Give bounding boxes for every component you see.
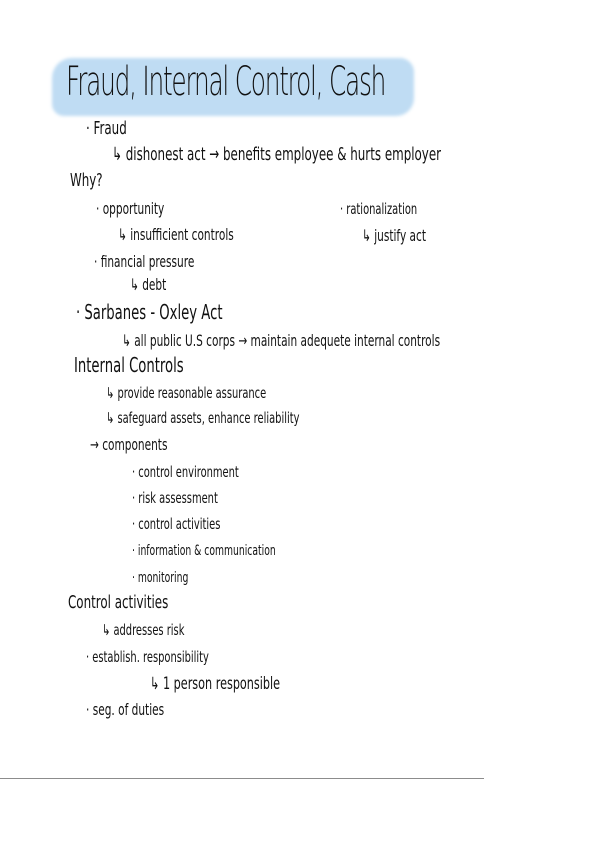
note-rationalization: · rationalization bbox=[340, 200, 418, 218]
note-justify-act: ↳ justify act bbox=[362, 226, 426, 245]
note-monitoring: · monitoring bbox=[132, 570, 189, 586]
note-sox-act: · Sarbanes - Oxley Act bbox=[76, 300, 223, 324]
note-sox-detail: ↳ all public U.S corps → maintain adequete internal controls bbox=[122, 331, 441, 350]
note-reasonable-assurance: ↳ provide reasonable assurance bbox=[106, 384, 267, 402]
note-why-heading: Why? bbox=[70, 170, 103, 191]
note-insufficient-controls: ↳ insufficient controls bbox=[118, 225, 234, 244]
note-components: → components bbox=[90, 435, 168, 454]
note-risk-assessment: · risk assessment bbox=[132, 489, 218, 507]
note-control-environment: · control environment bbox=[132, 463, 239, 481]
note-information-communication: · information & communication bbox=[132, 543, 276, 559]
page-divider bbox=[0, 778, 484, 779]
note-safeguard-assets: ↳ safeguard assets, enhance reliability bbox=[106, 409, 300, 427]
note-addresses-risk: ↳ addresses risk bbox=[102, 621, 185, 639]
note-fraud: · Fraud bbox=[86, 118, 127, 139]
page-title: Fraud, Internal Control, Cash bbox=[66, 59, 386, 105]
note-one-person-responsible: ↳ 1 person responsible bbox=[150, 674, 281, 694]
note-opportunity: · opportunity bbox=[96, 199, 165, 218]
note-control-activities: · control activities bbox=[132, 515, 221, 533]
note-seg-of-duties: · seg. of duties bbox=[86, 700, 165, 719]
note-establish-responsibility: · establish. responsibility bbox=[86, 648, 209, 666]
note-control-activities-heading: Control activities bbox=[68, 592, 169, 613]
note-debt: ↳ debt bbox=[130, 275, 167, 294]
note-financial-pressure: · financial pressure bbox=[94, 252, 195, 271]
note-internal-controls-heading: Internal Controls bbox=[74, 353, 184, 377]
note-fraud-definition: ↳ dishonest act → benefits employee & hurts employer bbox=[112, 144, 442, 165]
